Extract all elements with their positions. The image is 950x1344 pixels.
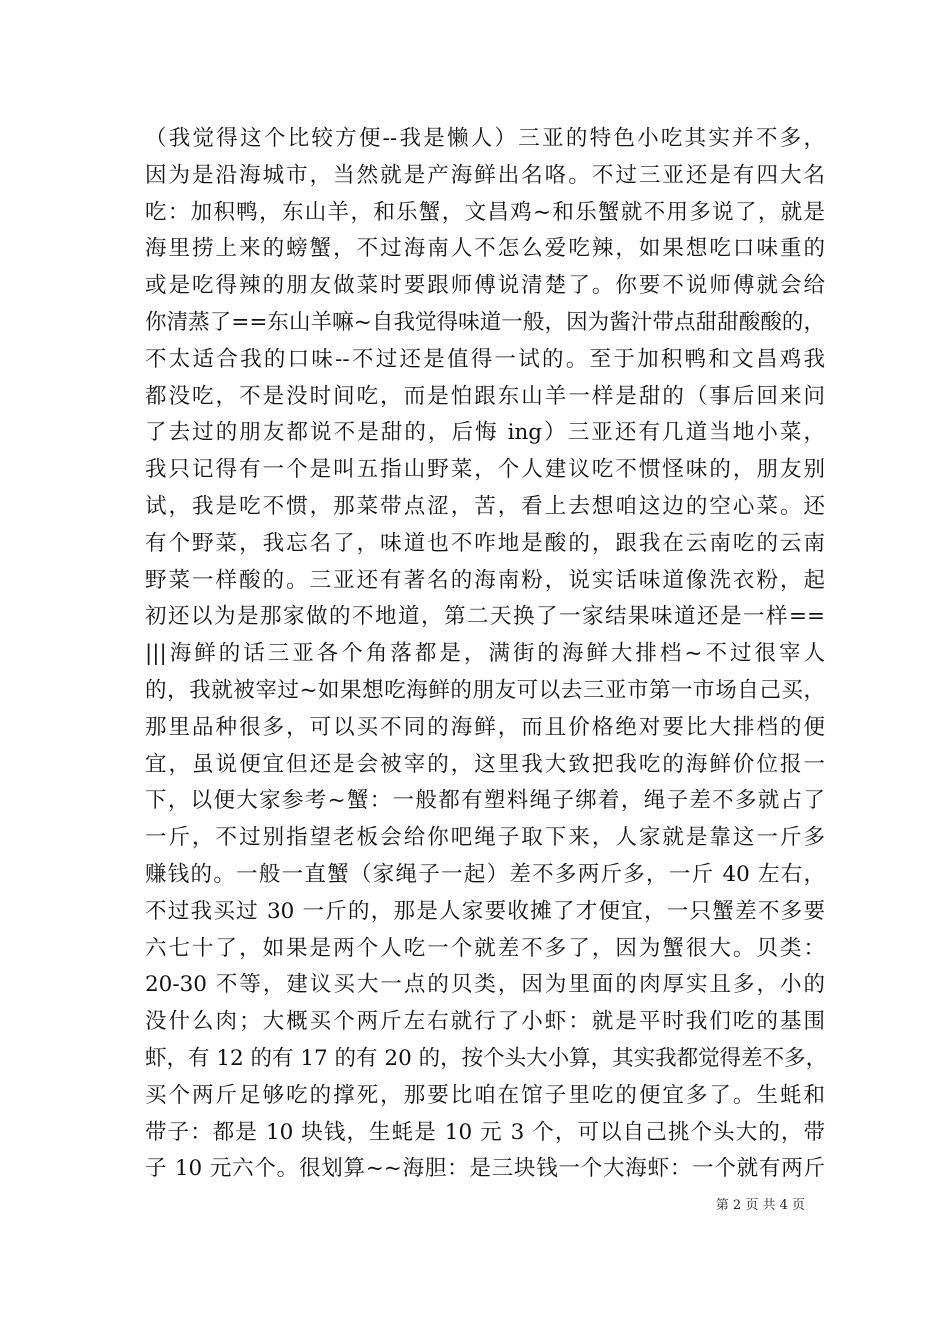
text-line: 初还以为是那家做的不地道，第二天换了一家结果味道还是一样==: [145, 604, 825, 630]
text-line: 不过我买过 30 一斤的，那是人家要收摊了才便宜，一只蟹差不多要: [145, 898, 825, 924]
text-line: 子 10 元六个。很划算~~海胆：是三块钱一个大海虾：一个就有两斤: [145, 1156, 825, 1182]
body-text: [145, 121, 828, 1188]
text-line: 你清蒸了==东山羊嘛~自我觉得味道一般，因为酱汁带点甜甜酸酸的，: [145, 309, 825, 335]
text-line: |||海鲜的话三亚各个角落都是，满街的海鲜大排档~不过很宰人: [145, 641, 825, 667]
text-line: 一斤，不过别指望老板会给你吧绳子取下来，人家就是靠这一斤多: [145, 825, 825, 851]
text-line: 没什么肉；大概买个两斤左右就行了小虾：就是平时我们吃的基围: [145, 1009, 825, 1035]
text-line: 的，我就被宰过~如果想吃海鲜的朋友可以去三亚市第一市场自己买，: [145, 677, 825, 703]
text-line: 不太适合我的口味--不过还是值得一试的。至于加积鸭和文昌鸡我: [145, 346, 825, 372]
text-line: 买个两斤足够吃的撑死，那要比咱在馆子里吃的便宜多了。生蚝和: [145, 1082, 825, 1108]
text-line: 宜，虽说便宜但还是会被宰的，这里我大致把我吃的海鲜价位报一: [145, 751, 825, 777]
text-line: 了去过的朋友都说不是甜的，后悔 ing）三亚还有几道当地小菜，: [145, 420, 825, 446]
text-line: 野菜一样酸的。三亚还有著名的海南粉，说实话味道像洗衣粉，起: [145, 567, 825, 593]
text-line: 虾，有 12 的有 17 的有 20 的，按个头大小算，其实我都觉得差不多，: [145, 1045, 828, 1071]
text-line: 带子：都是 10 块钱，生蚝是 10 元 3 个，可以自己挑个头大的，带: [145, 1119, 825, 1145]
text-line: 下，以便大家参考~蟹：一般都有塑料绳子绑着，绳子差不多就占了: [145, 788, 825, 814]
text-line: 我只记得有一个是叫五指山野菜，个人建议吃不惯怪味的，朋友别: [145, 457, 825, 483]
page-number-footer: 第 2 页 共 4 页: [715, 1198, 805, 1213]
text-line: 20-30 不等，建议买大一点的贝类，因为里面的肉厚实且多，小的: [145, 972, 825, 998]
text-line: 那里品种很多，可以买不同的海鲜，而且价格绝对要比大排档的便: [145, 714, 825, 740]
text-line: 因为是沿海城市，当然就是产海鲜出名咯。不过三亚还是有四大名: [145, 162, 825, 188]
text-line: （我觉得这个比较方便--我是懒人）三亚的特色小吃其实并不多，: [145, 126, 825, 151]
text-line: 有个野菜，我忘名了，味道也不咋地是酸的，跟我在云南吃的云南: [145, 530, 825, 556]
text-line: 海里捞上来的螃蟹，不过海南人不怎么爱吃辣，如果想吃口味重的: [145, 236, 825, 262]
text-line: 赚钱的。一般一直蟹（家绳子一起）差不多两斤多，一斤 40 左右，: [145, 861, 825, 887]
text-line: 吃：加积鸭，东山羊，和乐蟹，文昌鸡~和乐蟹就不用多说了，就是: [145, 199, 825, 225]
text-line: 或是吃得辣的朋友做菜时要跟师傅说清楚了。你要不说师傅就会给: [145, 273, 825, 299]
text-line: 都没吃，不是没时间吃，而是怕跟东山羊一样是甜的（事后回来问: [145, 383, 825, 409]
text-line: 六七十了，如果是两个人吃一个就差不多了，因为蟹很大。贝类：: [145, 935, 825, 961]
text-line: 试，我是吃不惯，那菜带点涩，苦，看上去想咱这边的空心菜。还: [145, 493, 825, 519]
